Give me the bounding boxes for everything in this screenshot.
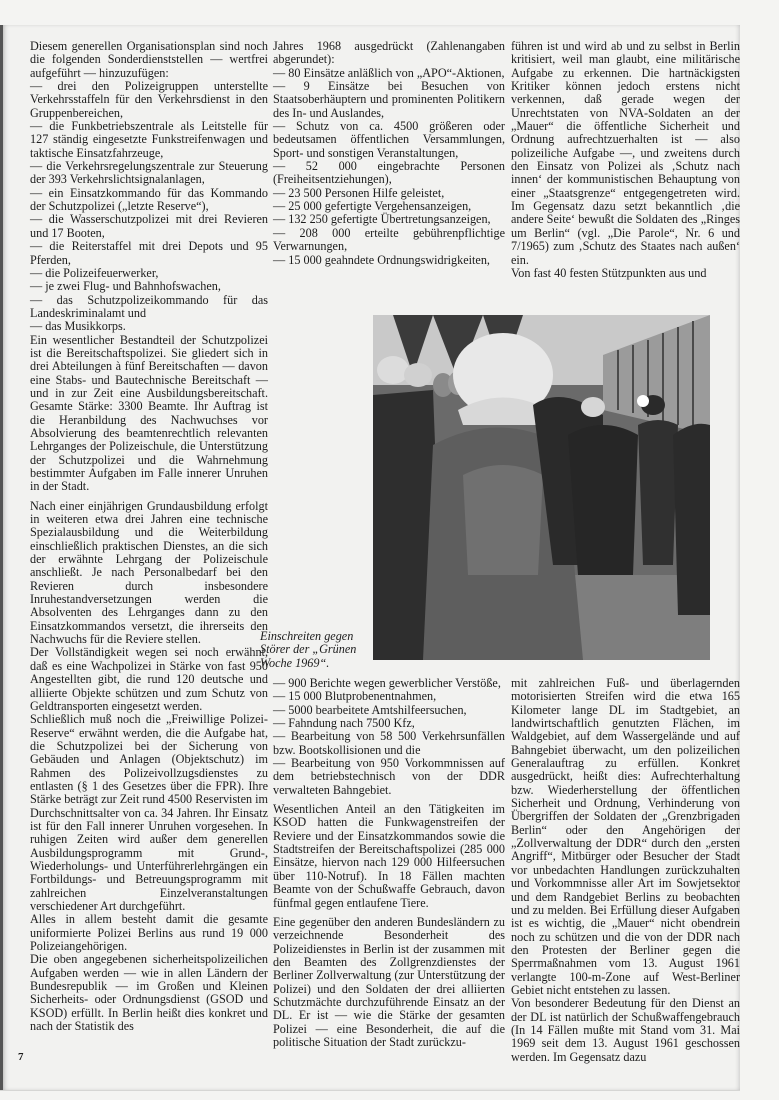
list-item: — die Wasserschutzpolizei mit drei Revieren und 17 Booten, [30, 212, 268, 240]
news-photo [373, 315, 710, 660]
paragraph: Eine gegenüber den anderen Bundesländern zu verzeichnende Besonderheit des Polizeidienstes in Berlin ist der zusammen mit den Beamten des Zollgrenzdienstes der Berliner Zollverwaltung (zur Unterstützung der Polizei) und den Soldaten der drei alliierten Schutzmächte durchzuführende Einsatz an der DL. Er ist — wie die Stärke der gesamten Polizei — eine Besonderheit, die auf die politische Situation der Stadt zurückzu- [273, 914, 505, 1049]
list-item: — 132 250 gefertigte Übertretungsanzeigen, [273, 212, 491, 227]
list-item: — 900 Berichte wegen gewerblicher Verstöße, [273, 676, 501, 690]
paragraph: Von fast 40 festen Stützpunkten aus und [511, 265, 707, 280]
list-item: — die Reiterstaffel mit drei Depots und 95 Pferden, [30, 239, 268, 267]
text-column-3-bottom [511, 677, 740, 1064]
paragraph: Jahres 1968 ausgedrückt (Zahlenangaben abgerundet): [273, 39, 505, 67]
list-item: — drei den Polizeigruppen unterstellte Verkehrsstaffeln für den Verkehrsdienst in den Gruppenbereichen, [30, 79, 268, 120]
list-item: — Bearbeitung von 58 500 Verkehrsunfällen bzw. Bootskollisionen und die [273, 729, 505, 757]
list-item: — 15 000 Blutprobenentnahmen, [273, 689, 437, 704]
list-item: — 52 000 eingebrachte Personen (Freiheitsentziehungen), [273, 159, 505, 187]
list-item: — je zwei Flug- und Bahnhofswachen, [30, 279, 221, 294]
list-item: — ein Einsatzkommando für das Kommando der Schutzpolizei („letzte Reserve“), [30, 185, 268, 214]
list-item: — die Verkehrsregelungszentrale zur Steuerung der 393 Verkehrslichtsignalanlagen, [30, 159, 268, 187]
scan-edge [0, 25, 3, 1090]
list-item: — 208 000 erteilte gebührenpflichtige Verwarnungen, [273, 225, 505, 254]
paragraph: Von besonderer Bedeutung für den Dienst an der DL ist natürlich der Schußwaffengebrauch (In 14 Fällen mußte mit Stand vom 31. Mai 1969 seit dem 13. August 1961 geschossen werden. Im Gegensatz dazu [511, 996, 740, 1064]
list-item: — die Funkbetriebszentrale als Leitstelle für 127 ständig eingesetzte Funkstreifenwagen und taktische Einsatzfahrzeuge, [30, 119, 268, 160]
paragraph: Wesentlichen Anteil an den Tätigkeiten im KSOD hatten die Funkwagenstreifen der Reviere und der Einsatzkommandos sowie die Stadtstreifen der Bereitschaftspolizei (285 000 Einsätze, hiervon nach 129 000 Hilfeersuchen über 110-Notruf). In 18 Fällen machten Beamte von der Schußwaffe Gebrauch, davon fünfmal gegen entlaufene Tiere. [273, 802, 505, 910]
paragraph: Diesem generellen Organisationsplan sind noch die folgenden Sonderdienststellen — wertfrei aufgeführt — hinzuzufügen: [30, 39, 268, 80]
list-item: — 15 000 geahndete Ordnungswidrigkeiten, [273, 252, 490, 267]
list-item: — Schutz von ca. 4500 größeren oder bedeutsamen öffentlichen Versammlungen, Sport- und sonstigen Veranstaltungen, [273, 119, 505, 160]
text-column-3-top [511, 40, 740, 280]
list-item: — 25 000 gefertigte Vergehensanzeigen, [273, 199, 472, 214]
paragraph: führen ist und wird ab und zu selbst in Berlin kritisiert, weil man glaubt, eine militärische Aufgabe zu erkennen. Die hartnäckigsten Kritiker können jedoch erstens nicht verkennen, daß gerade wegen der Unrechtstaten von NVA-Soldaten an der „Mauer“ die öffentliche Sicherheit und Ordnung aufrechtzuerhalten ist — also polizeiliche Aufgabe —, und zweitens durch den Einsatz von Polizei als ‚Schutz nach innen‘ der kommunistischen Behauptung von einer „Staatsgrenze“ entgegengetreten wird. Im Gegensatz dazu setzt bekanntlich ‚die andere Seite‘ bewußt die Soldaten des „Ringes um Berlin“ (vgl. „Die Parole“, Nr. 6 und 7/1965) zum ‚Schutz des Staates nach außen‘ ein. [511, 39, 740, 267]
paragraph: Nach einer einjährigen Grundausbildung erfolgt in weiteren etwa drei Jahren eine technische Spezialausbildung und die Weiterbildung einschließlich praktischen Dienstes, an die sich der erwähnte Lehrgang der Polizeischule anschließt. Je nach Personalbedarf bei den Revieren durch insbesondere Inruhestandversetzungen werden die Absolventen des Lehrganges dann zu den Einsatzkommandos versetzt, die ihrerseits den Nachwuchs für die Reviere stellen. [30, 498, 268, 647]
text-column-1 [30, 40, 268, 1033]
list-item: — das Musikkorps. [30, 319, 126, 334]
list-item: — das Schutzpolizeikommando für das Landeskriminalamt und [30, 292, 268, 320]
page-number: 7 [18, 1051, 24, 1063]
list-item: — 23 500 Personen Hilfe geleistet, [273, 185, 445, 200]
paragraph: Die oben angegebenen sicherheitspolizeilichen Aufgaben werden — wie in allen Ländern der Bundesrepublik — im Großen und Kleinen Sicherheits- oder Ordnungsdienst (GSOD und KSOD) erfüllt. In Berlin heißt dies konkret und nach der Statistik des [30, 952, 268, 1034]
paragraph: mit zahlreichen Fuß- und überlagernden motorisierten Streifen wird die etwa 165 Kilometer lange DL im Stadtgebiet, an landwirtschaftlich genutzten Flächen, im Waldgebiet, auf dem Wassergelände und auf Bahngebiet überwacht, um den polizeilichen Generalauftrag zu erfüllen. Konkret ausgedrückt, heißt dies: Aufrechterhaltung bzw. Wiederherstellung der öffentlichen Sicherheit und Ordnung, Verhinderung von Übergriffen der Soldaten der „Grenzbrigaden Berlin“ oder den Angehörigen der „Zollverwaltung der DDR“ durch den „ersten Angriff“, Mitbürger oder Besucher der Stadt vor unbedachten Handlungen zurückzuhalten und Vorkommnisse aller Art im Sowjetsektor und dem Randgebiet Berlins zu beobachten und zu melden. Bei Erfüllung dieser Aufgaben ist es wichtig, die „Mauer“ nicht obendrein noch zu schützen und die von der DDR nach den Protesten der Berliner gegen die Sperrmaßnahmen vom 13. August 1961 verlangte 100-m-Zone auf West-Berliner Gebiet nicht entstehen zu lassen. [511, 676, 740, 997]
text-column-2-top [273, 40, 505, 267]
paragraph: Der Vollständigkeit wegen sei noch erwähnt, daß es eine Wachpolizei in Stärke von fast 950 Angestellten gibt, die rund 120 deutsche und alliierte Objekte schützen und zum Schutz von Geldtransporten eingesetzt werden. [30, 645, 268, 713]
list-item: — 9 Einsätze bei Besuchen von Staatsoberhäuptern und prominenten Politikern des In- und Auslandes, [273, 79, 505, 120]
text-column-2-bottom [273, 677, 505, 1049]
list-item: — Bearbeitung von 950 Vorkommnissen auf dem betriebstechnisch von der DDR verwalteten Bahngebiet. [273, 756, 505, 797]
paragraph: Alles in allem besteht damit die gesamte uniformierte Polizei Berlins aus rund 19 000 Polizeiangehörigen. [30, 912, 268, 954]
paragraph: Schließlich muß noch die „Freiwillige Polizei-Reserve“ erwähnt werden, die die Aufgabe hat, die Schutzpolizei bei der Sicherung von Gebäuden und Anlagen (Objektschutz) im Rahmen des Polizeivollzugsdienstes zu entlasten (§ 1 des Gesetzes über die FPR). Ihre Stärke beträgt zur Zeit rund 4500 Reservisten im Durchschnittsalter von ca. 34 Jahren. Ihr Einsatz ist für den Fall innerer Unruhen vorgesehen. In ruhigen Zeiten wird außer dem generellen Ausbildungsprogramm mit Grund-, Wiederholungs- und Unterführerlehrgängen ein Fortbildungs- und Betreuungsprogramm mit zahlreichen Einzelveranstaltungen verschiedener Art durchgeführt. [30, 712, 268, 913]
list-item: — Fahndung nach 7500 Kfz, [273, 716, 415, 731]
paragraph: Ein wesentlicher Bestandteil der Schutzpolizei ist die Bereitschaftspolizei. Sie gliedert sich in drei Abteilungen à fünf Bereitschaften — davon eine Stabs- und Bautechnische Bereitschaft — und in zur Zeit eine Ausbildungsbereitschaft. Gesamte Stärke: 3300 Beamte. Ihr Auftrag ist die Heranbildung des Nachwuchses vor Absolvierung des beamtenrechtlich relevanten Lehrganges der Polizeischule, die Unterstützung der Schutzpolizei und die Wahrnehmung bestimmter Aufgaben im Falle innerer Unruhen in der Stadt. [30, 332, 268, 494]
list-item: — 80 Einsätze anläßlich von „APO“-Aktionen, [273, 65, 505, 80]
photo-caption: Einschreiten gegen Störer der „Grünen Woche 1969“. [260, 629, 357, 670]
photo-illustration [373, 315, 710, 660]
list-item: — die Polizeifeuerwerker, [30, 265, 159, 280]
list-item: — 5000 bearbeitete Amtshilfeersuchen, [273, 702, 467, 717]
